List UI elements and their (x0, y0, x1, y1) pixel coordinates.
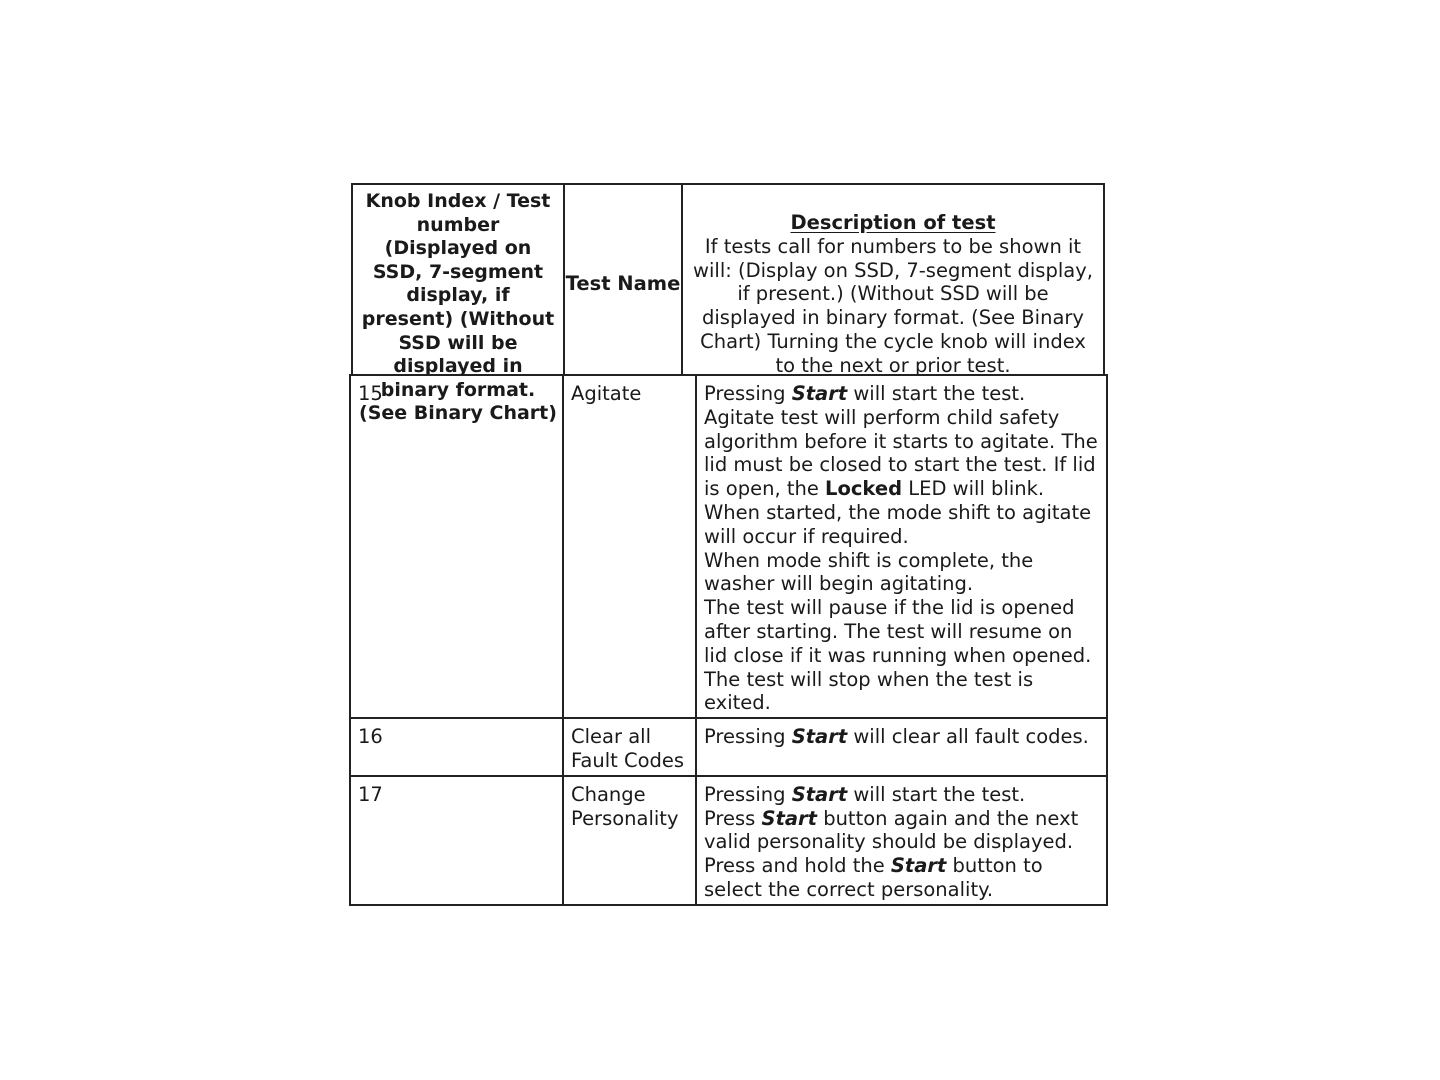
test-index-cell: 16 (350, 718, 563, 776)
test-index-cell: 17 (350, 776, 563, 905)
description-paragraph (704, 725, 1099, 749)
test-description-cell (696, 375, 1107, 718)
description-text: LED will blink. (902, 477, 1045, 501)
test-description-cell (696, 776, 1107, 905)
description-paragraph: The test will stop when the test is exited. (704, 667, 1034, 715)
test-name-cell: Agitate (563, 375, 696, 718)
header-test-name (565, 185, 683, 374)
description-text: button again and the next valid personality should be displayed. (704, 806, 1079, 854)
header-description-body: If tests call for numbers to be shown it will: (Display on SSD, 7-segment display, if present.) (Without SSD will be displayed in binary format. (See Binary Chart) Turning the cycle knob will index to the next or prior test. (693, 234, 1093, 377)
header-test-name-text: Test Name (565, 272, 681, 295)
header-description-title: Description of test (790, 211, 996, 234)
start-keyword: Start (890, 854, 947, 878)
start-keyword: Start (791, 725, 848, 749)
description-paragraph (704, 783, 1099, 807)
start-keyword: Start (791, 782, 848, 806)
description-text: will clear all fault codes. (847, 725, 1089, 749)
test-name-cell: Clear all Fault Codes (563, 718, 696, 776)
description-paragraph (704, 382, 1099, 501)
start-keyword: Start (791, 382, 848, 405)
table-row (350, 718, 1107, 776)
description-paragraph: The test will pause if the lid is opened after starting. The test will resume on lid close if it was running when opened. (704, 596, 1092, 667)
test-description-cell (696, 718, 1107, 776)
test-name-cell: Change Personality (563, 776, 696, 905)
description-text: Press (704, 806, 762, 830)
description-text: Pressing (704, 782, 792, 806)
test-index-cell: 15 (350, 375, 563, 718)
description-text: Pressing (704, 382, 792, 405)
description-paragraph: When started, the mode shift to agitate will occur if required. (704, 500, 1092, 548)
description-paragraph: When mode shift is complete, the washer will begin agitating. (704, 548, 1034, 596)
description-text: button to select the correct personality. (704, 854, 1043, 901)
description-paragraph (704, 854, 1099, 902)
header-description (683, 185, 1103, 377)
test-table (349, 374, 1108, 906)
description-text: will start the test. Agitate test will perform child safety algorithm before it starts to agitate. The lid must be closed to start the test. If lid is open, the (704, 382, 1098, 501)
table-row (350, 776, 1107, 905)
header-knob-index-text: Knob Index / Test number (Displayed on SSD, 7-segment display, if present) (Without SSD will be displayed in binary format. (See Binary Chart) (359, 190, 557, 425)
description-text: Press and hold the (704, 854, 891, 878)
start-keyword: Start (761, 806, 817, 830)
description-text: Pressing (704, 725, 792, 749)
description-paragraph (704, 807, 1099, 855)
description-text: will start the test. (847, 782, 1026, 806)
table-row (350, 375, 1107, 718)
locked-keyword: Locked (825, 477, 903, 501)
